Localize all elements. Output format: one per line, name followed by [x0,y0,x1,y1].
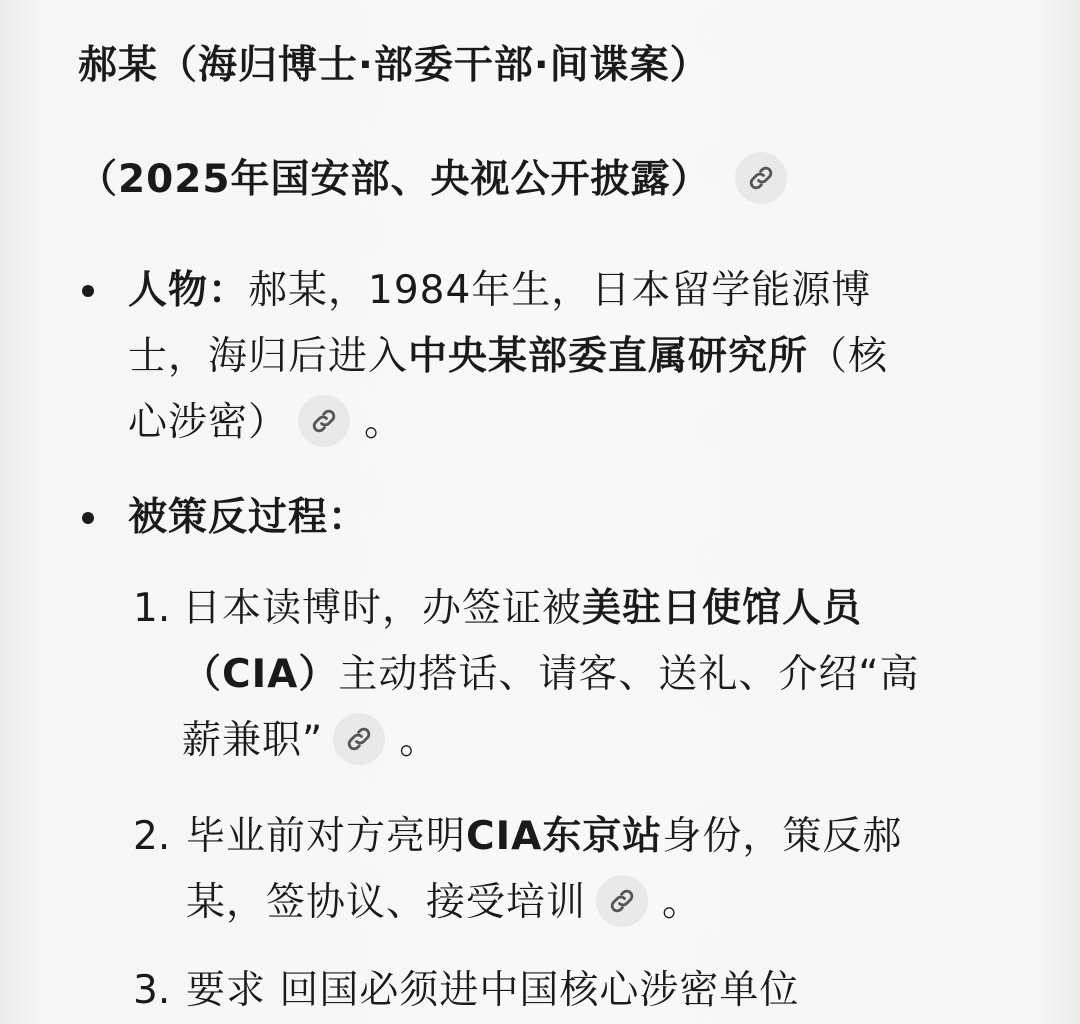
person-label: 人物： [128,268,249,313]
step-number: 2. [133,814,171,859]
source-link-button[interactable] [735,152,787,204]
link-icon [746,163,776,193]
source-link-button[interactable] [298,395,350,447]
list-item-process [128,485,368,551]
step-number: 3. [133,968,171,1013]
source-link-button[interactable] [596,875,648,927]
subtitle-text: （2025年国安部、央视公开披露） [78,157,711,202]
embassy-highlight: 美驻日使馆人员 [582,586,863,631]
bullet-dot [82,512,94,524]
source-link-button[interactable] [333,713,385,765]
link-icon [607,886,637,916]
link-icon [309,406,339,436]
bullet-dot [82,285,94,297]
person-line-1: 人物：郝某，1984年生，日本留学能源博 [128,268,872,313]
institute-highlight: 中央某部委直属研究所 [408,334,809,379]
link-icon [344,724,374,754]
title-text: 郝某（海归博士·部委干部·间谍案） [78,43,710,88]
step-2: 毕业前对方亮明CIA东京站身份，策反郝 某，签协议、接受培训 。 [186,814,903,925]
section-title [78,38,710,94]
step-3-partial: 要求 回国必须进中国核心涉密单位 [186,968,800,1013]
process-label: 被策反过程： [128,495,369,540]
cia-tokyo-highlight: CIA东京站 [466,814,663,859]
section-subtitle [78,152,787,208]
cia-highlight: （CIA） [182,652,339,697]
person-line-3: 心涉密） 。 [128,390,888,456]
person-line-2: 士，海归后进入中央某部委直属研究所（核 [128,334,889,379]
step-1: 日本读博时，办签证被美驻日使馆人员 （CIA）主动搭话、请客、送礼、介绍“高 薪兼职” 。 [182,586,920,763]
list-item-person [128,258,888,456]
step-number: 1. [133,586,171,631]
